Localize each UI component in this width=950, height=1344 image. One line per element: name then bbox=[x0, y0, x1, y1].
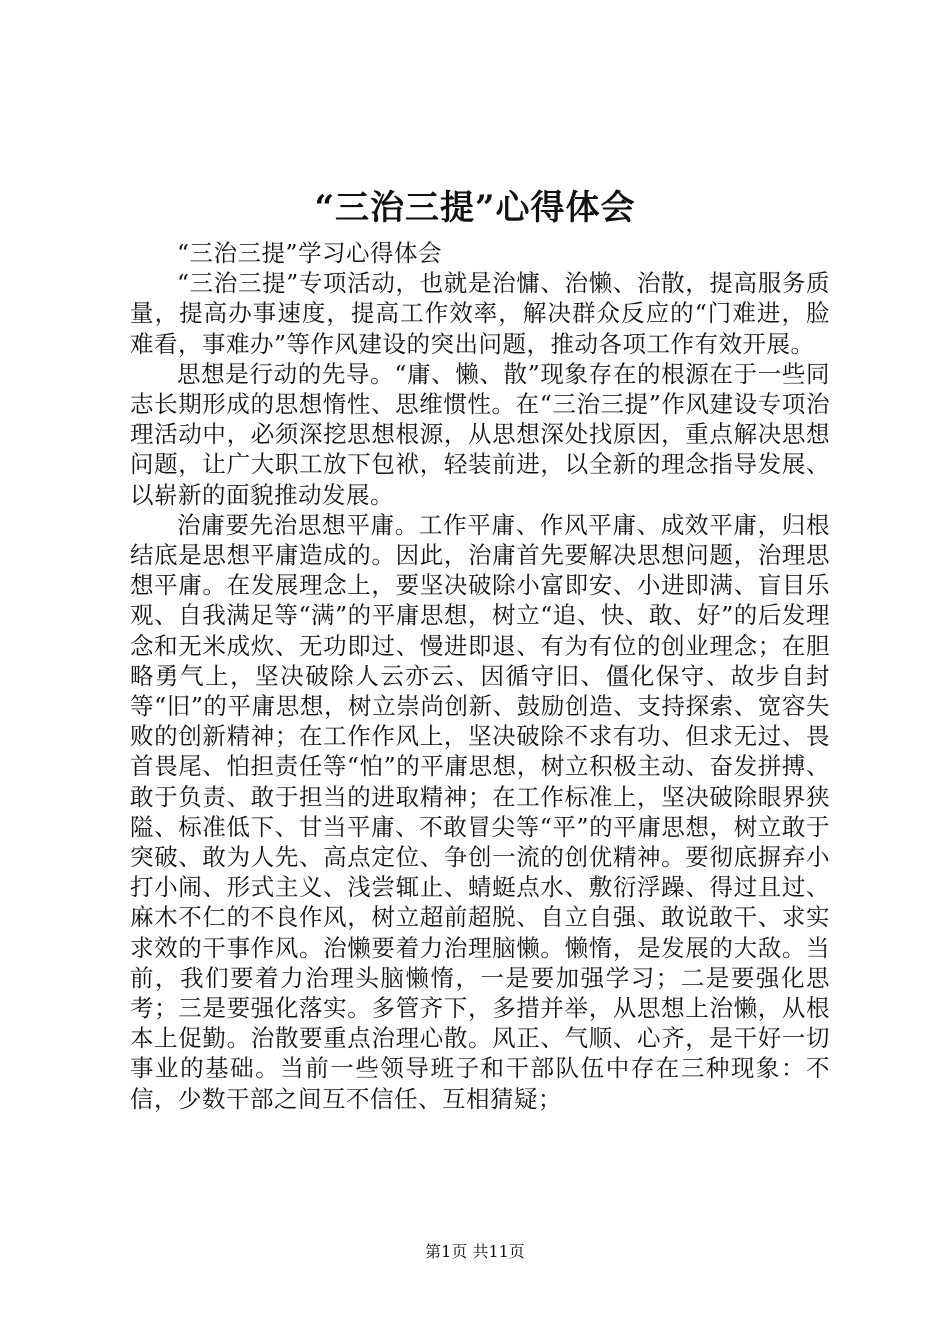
paragraph: “三治三提”专项活动，也就是治慵、治懒、治散，提高服务质量，提高办事速度，提高工作效率，解决群众反应的“门难进，脸难看，事难办”等作风建设的突出问题，推动各项工作有效开展。 bbox=[130, 269, 830, 358]
paragraph-subtitle: “三治三提”学习心得体会 bbox=[177, 239, 443, 267]
document-body bbox=[130, 238, 830, 1114]
document-title: “三治三提”心得体会 bbox=[314, 188, 636, 228]
paragraph: 思想是行动的先导。“庸、懒、散”现象存在的根源在于一些同志长期形成的思想惰性、思维惯性。在“三治三提”作风建设专项治理活动中，必须深挖思想根源，从思想深处找原因，重点解决思想问题，让广大职工放下包袱，轻装前进，以全新的理念指导发展、以崭新的面貌推动发展。 bbox=[130, 359, 830, 509]
page-footer: 第1页 共11页 bbox=[425, 1242, 525, 1261]
paragraph: 治庸要先治思想平庸。工作平庸、作风平庸、成效平庸，归根结底是思想平庸造成的。因此，治庸首先要解决思想问题，治理思想平庸。在发展理念上，要坚决破除小富即安、小进即满、盲目乐观、自我满足等“满”的平庸思想，树立“追、快、敢、好”的后发理念和无米成炊、无功即过、慢进即退、有为有位的创业理念；在胆略勇气上，坚决破除人云亦云、因循守旧、僵化保守、故步自封等“旧”的平庸思想，树立崇尚创新、鼓励创造、支持探索、宽容失败的创新精神；在工作作风上，坚决破除不求有功、但求无过、畏首畏尾、怕担责任等“怕”的平庸思想，树立积极主动、奋发拼搏、敢于负责、敢于担当的进取精神；在工作标准上，坚决破除眼界狭隘、标准低下、甘当平庸、不敢冒尖等“平”的平庸思想，树立敢于突破、敢为人先、高点定位、争创一流的创优精神。要彻底摒弃小打小闹、形式主义、浅尝辄止、蜻蜓点水、敷衍浮躁、得过且过、麻木不仁的不良作风，树立超前超脱、自立自强、敢说敢干、求实求效的干事作风。治懒要着力治理脑懒。懒惰，是发展的大敌。当前，我们要着力治理头脑懒惰，一是要加强学习；二是要强化思考；三是要强化落实。多管齐下，多措并举，从思想上治懒，从根本上促勤。治散要重点治理心散。风正、气顺、心齐，是干好一切事业的基础。当前一些领导班子和干部队伍中存在三种现象：不信，少数干部之间互不信任、互相猜疑； bbox=[130, 510, 830, 1113]
